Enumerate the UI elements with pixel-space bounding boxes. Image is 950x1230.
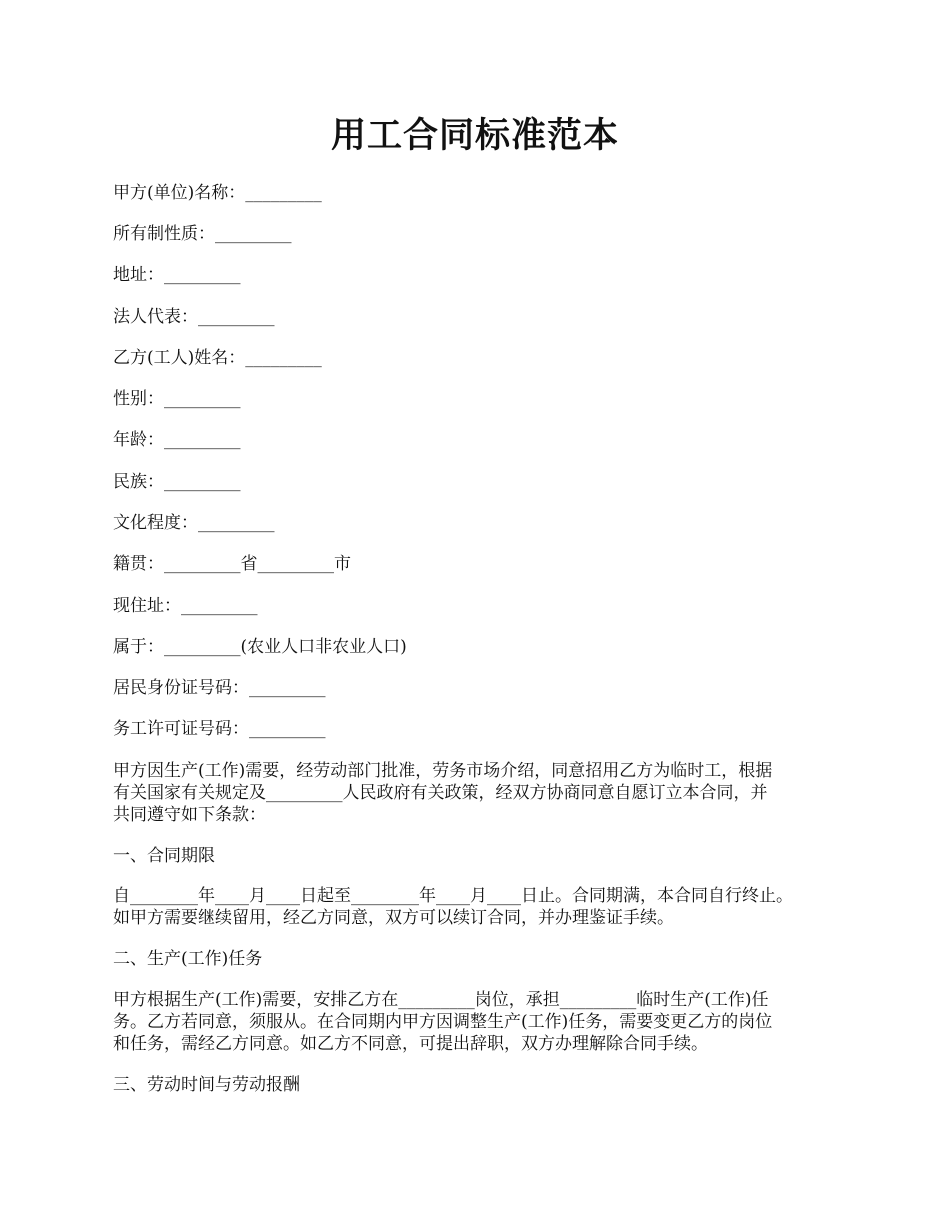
intro-line: 有关国家有关规定及_________人民政府有关政策，经双方协商同意自愿订立本合同，并 bbox=[113, 783, 768, 803]
section-body-term bbox=[113, 885, 848, 929]
document-title: 用工合同标准范本 bbox=[330, 115, 619, 156]
section-heading-hours-pay: 三、劳动时间与劳动报酬 bbox=[113, 1075, 300, 1095]
field-party-b-name: 乙方(工人)姓名：_________ bbox=[113, 348, 322, 368]
field-education: 文化程度：_________ bbox=[113, 513, 275, 533]
field-id-number: 居民身份证号码：_________ bbox=[113, 678, 326, 698]
field-legal-representative: 法人代表：_________ bbox=[113, 307, 275, 327]
field-party-a-name: 甲方(单位)名称：_________ bbox=[113, 183, 322, 203]
field-ownership-type: 所有制性质：_________ bbox=[113, 224, 292, 244]
intro-paragraph bbox=[113, 760, 848, 826]
intro-line: 共同遵守如下条款： bbox=[113, 805, 266, 825]
section-body-line: 务。乙方若同意，须服从。在合同期内甲方因调整生产(工作)任务，需要变更乙方的岗位 bbox=[113, 1012, 773, 1032]
field-gender: 性别：_________ bbox=[113, 389, 241, 409]
field-native-place: 籍贯：_________省_________市 bbox=[113, 554, 351, 574]
intro-line: 甲方因生产(工作)需要，经劳动部门批准，劳务市场介绍，同意招用乙方为临时工，根据 bbox=[113, 761, 773, 781]
field-ethnicity: 民族：_________ bbox=[113, 472, 241, 492]
section-heading-tasks: 二、生产(工作)任务 bbox=[113, 949, 263, 969]
section-heading-term: 一、合同期限 bbox=[113, 846, 215, 866]
section-body-line: 和任务，需经乙方同意。如乙方不同意，可提出辞职，双方办理解除合同手续。 bbox=[113, 1034, 708, 1054]
section-body-tasks bbox=[113, 989, 848, 1055]
field-work-permit-number: 务工许可证号码：_________ bbox=[113, 719, 326, 739]
field-address: 地址：_________ bbox=[113, 265, 241, 285]
section-body-line: 自________年____月____日起至________年____月____日止。合同期满，本合同自行终止。 bbox=[113, 886, 793, 906]
field-age: 年龄：_________ bbox=[113, 430, 241, 450]
section-body-line: 甲方根据生产(工作)需要，安排乙方在_________岗位，承担_________临时生产(工作)任 bbox=[113, 990, 769, 1010]
field-household-type: 属于：_________(农业人口非农业人口) bbox=[113, 637, 407, 657]
section-body-line: 如甲方需要继续留用，经乙方同意，双方可以续订合同，并办理鉴证手续。 bbox=[113, 908, 674, 928]
field-current-address: 现住址：_________ bbox=[113, 596, 258, 616]
